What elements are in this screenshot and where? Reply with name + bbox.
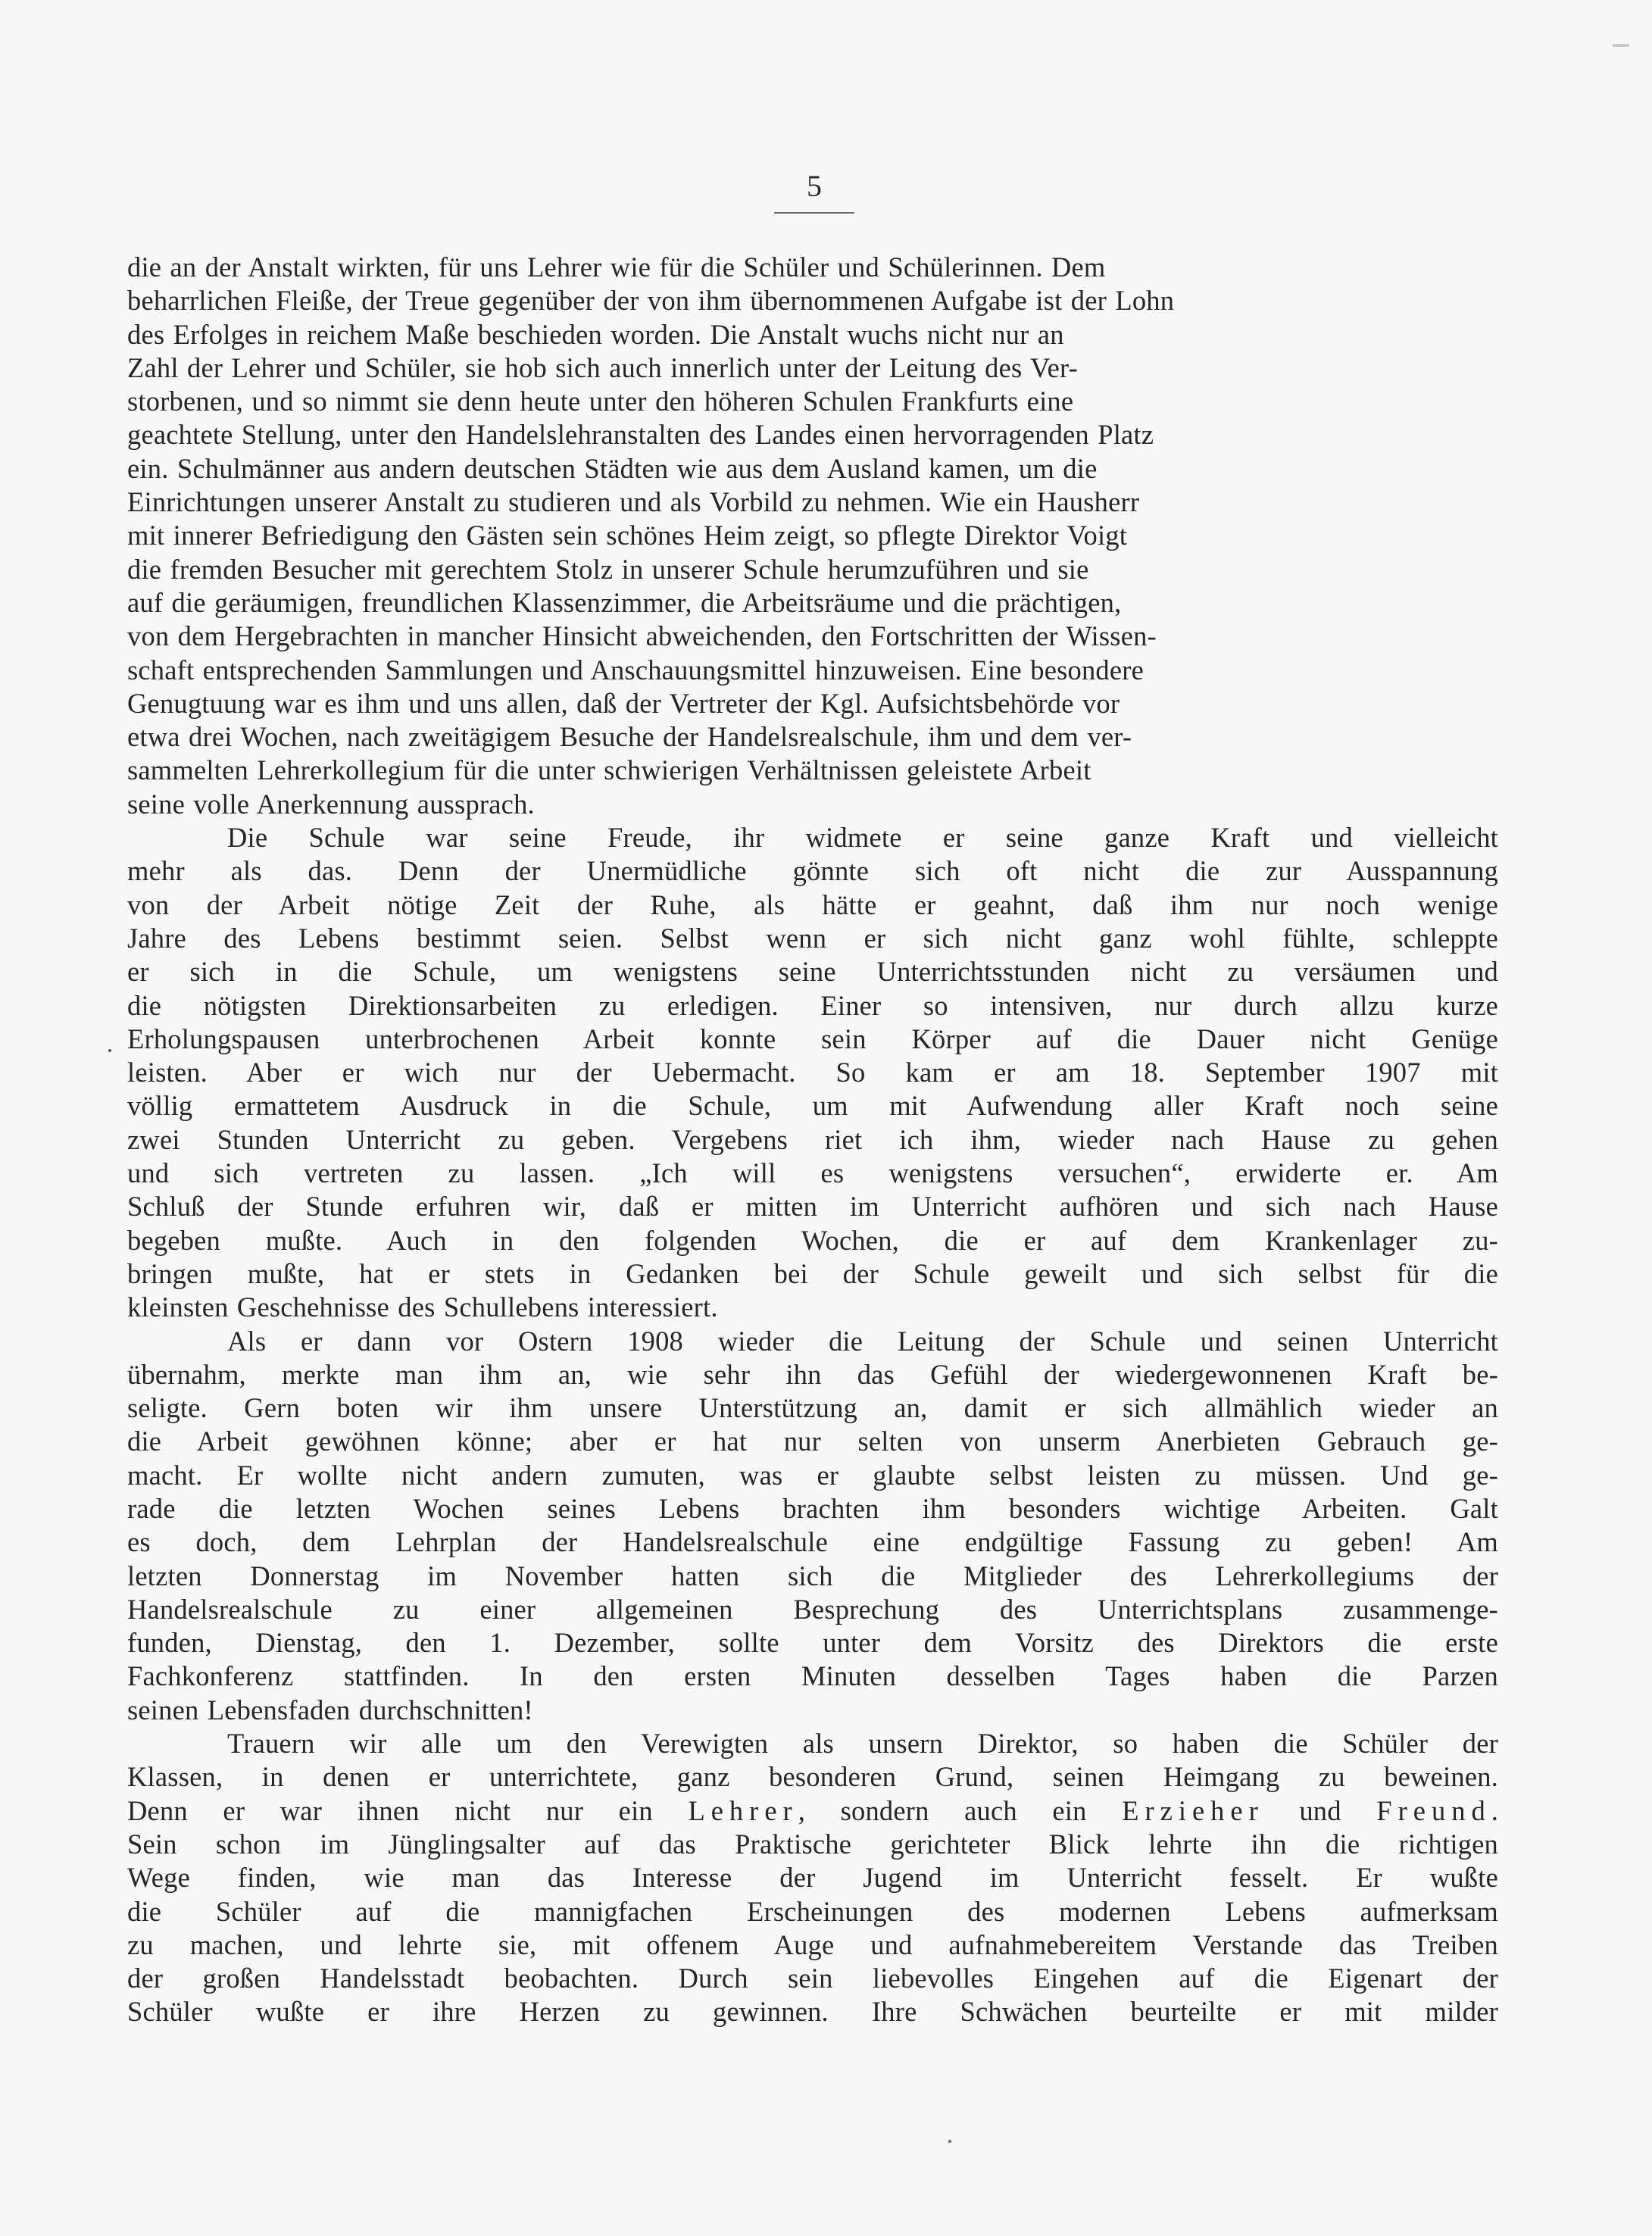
paragraph-4 — [127, 1727, 1498, 2029]
text-line: Klassen, in denen er unterrichtete, ganz besonderen Grund, seinen Heimgang zu beweinen. — [127, 1761, 1498, 1793]
text-line: die fremden Besucher mit gerechtem Stolz in unserer Schule herumzuführen und sie — [127, 553, 1089, 585]
scan-edge-mark — [1613, 44, 1629, 47]
text-line: Handelsrealschule zu einer allgemeinen Besprechung des Unterrichtsplans zusammenge- — [127, 1593, 1498, 1625]
text-line: zu machen, und lehrte sie, mit offenem Auge und aufnahmebereitem Verstande das Treiben — [127, 1928, 1498, 1960]
text-line: letzten Donnerstag im November hatten sich die Mitglieder des Lehrerkollegiums der — [127, 1560, 1498, 1591]
text-fragment: Denn er war ihnen nicht nur ein — [127, 1794, 653, 1826]
text-line: Die Schule war seine Freude, ihr widmete er seine ganze Kraft und vielleicht — [227, 822, 1498, 854]
margin-mark — [108, 1049, 111, 1052]
text-line: macht. Er wollte nicht andern zumuten, was er glaubte selbst leisten zu müssen. Und ge- — [127, 1459, 1498, 1491]
text-line: Zahl der Lehrer und Schüler, sie hob sich auch innerlich unter der Leitung des Ver- — [127, 351, 1078, 383]
body-text — [127, 251, 1498, 2029]
text-line: Schluß der Stunde erfuhren wir, daß er mitten im Unterricht aufhören und sich nach Hause — [127, 1191, 1498, 1223]
text-fragment: , sondern auch ein — [798, 1794, 1087, 1826]
text-line: Wege finden, wie man das Interesse der Jugend im Unterricht fesselt. Er wußte — [127, 1862, 1498, 1894]
text-line: seine volle Anerkennung aussprach. — [127, 788, 535, 820]
text-line: des Erfolges in reichem Maße beschieden worden. Die Anstalt wuchs nicht nur an — [127, 318, 1064, 350]
paragraph-3 — [127, 1325, 1498, 1728]
text-line: zwei Stunden Unterricht zu geben. Vergebens riet ich ihm, wieder nach Hause zu gehen — [127, 1123, 1498, 1155]
scan-speck — [948, 2140, 951, 2143]
spaced-word-erzieher: Erzieher — [1122, 1794, 1264, 1826]
text-line: seinen Lebensfaden durchschnitten! — [127, 1694, 533, 1725]
text-line: von dem Hergebrachten in mancher Hinsicht abweichenden, den Fortschritten der Wissen- — [127, 620, 1157, 652]
text-line: mehr als das. Denn der Unermüdliche gönnte sich oft nicht die zur Ausspannung — [127, 855, 1498, 887]
text-line: kleinsten Geschehnisse des Schullebens interessiert. — [127, 1291, 718, 1323]
text-line: die Arbeit gewöhnen könne; aber er hat nur selten von unserm Anerbieten Gebrauch ge- — [127, 1426, 1498, 1457]
paragraph-2 — [127, 821, 1498, 1324]
text-line: und sich vertreten zu lassen. „Ich will es wenigstens versuchen“, erwiderte er. Am — [127, 1157, 1498, 1189]
text-line: mit innerer Befriedigung den Gästen sein schönes Heim zeigt, so pflegte Direktor Voigt — [127, 520, 1128, 551]
text-line: sammelten Lehrerkollegium für die unter schwierigen Verhältnissen geleistete Arbeit — [127, 754, 1091, 786]
text-line: geachtete Stellung, unter den Handelslehranstalten des Landes einen hervorragenden Platz — [127, 419, 1154, 451]
spaced-word-freund: Freund — [1376, 1794, 1491, 1826]
spaced-word-lehrer: Lehrer — [688, 1794, 798, 1826]
text-line: bringen mußte, hat er stets in Gedanken bei der Schule geweilt und sich selbst für die — [127, 1257, 1498, 1289]
text-line: funden, Dienstag, den 1. Dezember, sollte unter dem Vorsitz des Direktors die erste — [127, 1627, 1498, 1659]
text-fragment: . — [1491, 1794, 1499, 1826]
text-line: Schüler wußte er ihre Herzen zu gewinnen. Ihre Schwächen beurteilte er mit milder — [127, 1996, 1498, 2028]
text-line: schaft entsprechenden Sammlungen und Anschauungsmittel hinzuweisen. Eine besondere — [127, 654, 1145, 685]
text-line: rade die letzten Wochen seines Lebens brachten ihm besonders wichtige Arbeiten. Galt — [127, 1492, 1498, 1524]
paragraph-1 — [127, 251, 1498, 821]
text-line: Sein schon im Jünglingsalter auf das Praktische gerichteter Blick lehrte ihn die richtigen — [127, 1828, 1498, 1860]
text-line: leisten. Aber er wich nur der Uebermacht. So kam er am 18. September 1907 mit — [127, 1057, 1498, 1088]
page-number: 5 — [807, 169, 822, 203]
text-line: etwa drei Wochen, nach zweitägigem Besuche der Handelsrealschule, ihm und dem ver- — [127, 721, 1132, 753]
text-line: die an der Anstalt wirkten, für uns Lehrer wie für die Schüler und Schülerinnen. Dem — [127, 251, 1106, 283]
text-line-spaced — [127, 1794, 1498, 1828]
text-line: die Schüler auf die mannigfachen Erscheinungen des modernen Lebens aufmerksam — [127, 1895, 1498, 1927]
text-line: die nötigsten Direktionsarbeiten zu erledigen. Einer so intensiven, nur durch allzu kurze — [127, 989, 1498, 1021]
text-line: Erholungspausen unterbrochenen Arbeit konnte sein Körper auf die Dauer nicht Genüge — [127, 1023, 1498, 1054]
text-fragment: und — [1299, 1794, 1341, 1826]
text-line: auf die geräumigen, freundlichen Klassenzimmer, die Arbeitsräume und die prächtigen, — [127, 586, 1122, 618]
text-line: völlig ermattetem Ausdruck in die Schule, um mit Aufwendung aller Kraft noch seine — [127, 1090, 1498, 1122]
text-line: von der Arbeit nötige Zeit der Ruhe, als hätte er geahnt, daß ihm nur noch wenige — [127, 888, 1498, 920]
text-line: seligte. Gern boten wir ihm unsere Unterstützung an, damit er sich allmählich wieder an — [127, 1392, 1498, 1424]
text-line: beharrlichen Fleiße, der Treue gegenüber der von ihm übernommenen Aufgabe ist der Lohn — [127, 285, 1175, 317]
text-line: storbenen, und so nimmt sie denn heute unter den höheren Schulen Frankfurts eine — [127, 386, 1074, 417]
text-line: Einrichtungen unserer Anstalt zu studieren und als Vorbild zu nehmen. Wie ein Hausherr — [127, 486, 1140, 518]
text-line: es doch, dem Lehrplan der Handelsrealschule eine endgültige Fassung zu geben! Am — [127, 1526, 1498, 1558]
text-line: ein. Schulmänner aus andern deutschen Städten wie aus dem Ausland kamen, um die — [127, 452, 1098, 484]
text-line: Fachkonferenz stattfinden. In den ersten Minuten desselben Tages haben die Parzen — [127, 1660, 1498, 1692]
text-line: begeben mußte. Auch in den folgenden Wochen, die er auf dem Krankenlager zu- — [127, 1224, 1498, 1256]
text-line: Jahre des Lebens bestimmt seien. Selbst wenn er sich nicht ganz wohl fühlte, schleppte — [127, 922, 1498, 954]
text-line: er sich in die Schule, um wenigstens seine Unterrichtsstunden nicht zu versäumen und — [127, 956, 1498, 988]
text-line: übernahm, merkte man ihm an, wie sehr ihn das Gefühl der wiedergewonnenen Kraft be- — [127, 1358, 1498, 1390]
text-line: Genugtuung war es ihm und uns allen, daß der Vertreter der Kgl. Aufsichtsbehörde vor — [127, 687, 1120, 719]
page-number-rule — [774, 212, 854, 214]
text-line: der großen Handelsstadt beobachten. Durch sein liebevolles Eingehen auf die Eigenart der — [127, 1963, 1498, 1994]
text-line: Als er dann vor Ostern 1908 wieder die Leitung der Schule und seinen Unterricht — [227, 1325, 1498, 1357]
text-line: Trauern wir alle um den Verewigten als unsern Direktor, so haben die Schüler der — [227, 1728, 1498, 1760]
